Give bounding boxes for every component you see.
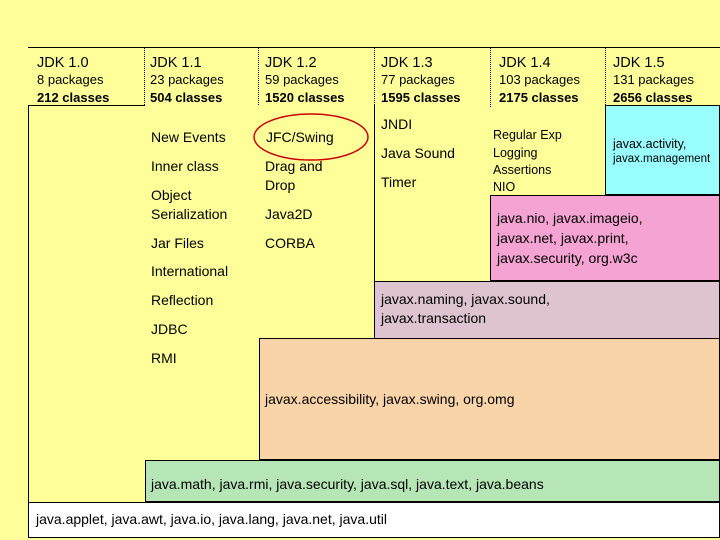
version-name: JDK 1.0 [37, 55, 89, 71]
package-count: 8 packages [37, 72, 104, 87]
feature-label: Reflection [151, 292, 214, 308]
feature-label: Object [151, 187, 192, 203]
class-count: 2656 classes [613, 90, 693, 105]
package-count: 131 packages [613, 72, 694, 87]
package-count: 77 packages [381, 72, 455, 87]
band-text: javax.accessibility, javax.swing, org.omg [265, 391, 515, 407]
feature-label: RMI [151, 350, 177, 366]
feature-label: Logging [493, 146, 538, 160]
feature-label: Regular Exp [493, 128, 562, 142]
package-count: 23 packages [150, 72, 224, 87]
feature-label: Jar Files [151, 235, 204, 251]
feature-label: Java2D [265, 206, 313, 222]
version-name: JDK 1.1 [150, 55, 202, 71]
feature-label: Inner class [151, 158, 219, 174]
feature-label: Assertions [493, 163, 552, 177]
feature-label: CORBA [265, 235, 315, 251]
column-divider [144, 47, 145, 107]
version-name: JDK 1.4 [499, 55, 551, 71]
band-line: java.nio, javax.imageio, [497, 210, 643, 226]
feature-label: Java Sound [381, 145, 455, 161]
column-divider [258, 47, 259, 107]
version-name: JDK 1.5 [613, 55, 665, 71]
band-line: javax.net, javax.print, [497, 230, 629, 246]
feature-label: International [151, 263, 229, 279]
class-count: 212 classes [37, 90, 110, 105]
package-count: 59 packages [265, 72, 339, 87]
feature-label: Drop [265, 177, 296, 193]
feature-label: Timer [381, 174, 417, 190]
package-count: 103 packages [499, 72, 580, 87]
column-divider [374, 47, 375, 107]
feature-label: javax.activity, [613, 137, 687, 151]
feature-label: Drag and [265, 158, 323, 174]
feature-label: New Events [151, 129, 226, 145]
band-text: java.applet, java.awt, java.io, java.lang, java.net, java.util [36, 511, 387, 527]
feature-label: javax.management [613, 153, 711, 165]
class-count: 504 classes [150, 90, 223, 105]
column-divider [490, 47, 491, 107]
feature-label: JFC/Swing [266, 129, 334, 145]
feature-label: NIO [493, 180, 516, 194]
band-text: java.math, java.rmi, java.security, java.sql, java.text, java.beans [151, 476, 544, 492]
band-line: javax.naming, javax.sound, [381, 291, 550, 307]
band-line: javax.security, org.w3c [497, 250, 638, 266]
version-name: JDK 1.2 [265, 55, 317, 71]
feature-label: JDBC [151, 321, 188, 337]
jdk10-column [28, 105, 146, 535]
version-name: JDK 1.3 [381, 55, 433, 71]
class-count: 1595 classes [381, 90, 461, 105]
class-count: 1520 classes [265, 90, 345, 105]
band-line: javax.transaction [381, 310, 487, 326]
class-count: 2175 classes [499, 90, 579, 105]
column-divider [605, 47, 606, 107]
feature-label: JNDI [381, 116, 413, 132]
feature-label: Serialization [151, 206, 228, 222]
